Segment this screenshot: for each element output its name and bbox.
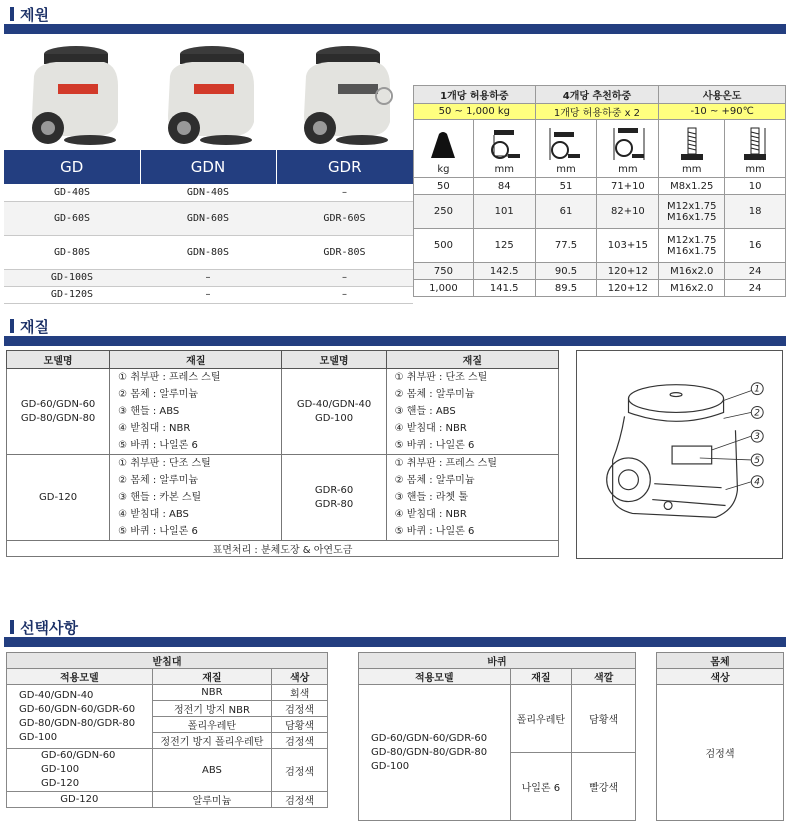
weight-icon [428,130,458,160]
material-item: ④ 받침대 : NBR [394,509,467,520]
model-cell: GD-120S [4,286,140,303]
material-cell: 폴리우레탄 [510,685,572,753]
color-cell: 빨강색 [572,753,636,821]
col-header: 적용모델 [359,669,511,685]
material-item: ① 취부판 : 단조 스틸 [394,372,488,383]
material-item: ① 취부판 : 프레스 스틸 [118,372,221,383]
body-title: 몸체 [657,653,784,669]
model-cell: – [140,286,276,303]
spec-cell: 103+15 [597,229,659,263]
spec-cell: 71+10 [597,178,659,195]
heading-text: 선택사항 [20,618,78,637]
spec-cell: 18 [725,195,786,229]
model-table [4,150,413,304]
col-header: 색깔 [572,669,636,685]
model-cell [7,749,153,792]
material-item: ① 취부판 : 단조 스틸 [118,458,211,469]
unit-label: mm [745,164,765,175]
model-cell: GD-120 [7,792,153,808]
caster-stroke-icon [608,126,648,162]
model-name: GD-100 [371,760,410,772]
width-icon-cell [535,120,597,178]
model-name: GD-60/GDN-60 [41,750,116,761]
color-cell: 담황색 [272,717,328,733]
material-item: ⑤ 바퀴 : 나일론 6 [118,440,198,451]
body-options-table [656,652,784,821]
spec-cell: 24 [725,263,786,280]
color-cell: 회색 [272,685,328,701]
color-cell: 담황색 [572,685,636,753]
product-photo-gd [6,36,138,148]
color-cell: 검정색 [657,685,784,821]
color-cell: 검정색 [272,792,328,808]
heading-marker [10,620,14,634]
section-options-heading [10,617,78,637]
col-material: 재질 [386,351,558,369]
material-item: ③ 핸들 : 라쳇 툴 [394,492,469,503]
section-rule [4,24,786,34]
spec-cell: 10 [725,178,786,195]
col-header: 재질 [152,669,272,685]
heading-marker [10,7,14,21]
spec-cell: 82+10 [597,195,659,229]
wheel-title: 바퀴 [359,653,636,669]
model-cell: GDR-80S [276,235,413,269]
spec-cell: 77.5 [535,229,597,263]
spec-cell: 24 [725,280,786,297]
unit-label: kg [437,164,450,175]
product-photo-gdn [142,36,274,148]
value-temp: -10 ~ +90℃ [659,104,786,120]
wheel-options-table [358,652,636,821]
col-header: 재질 [510,669,572,685]
model-name: GD-40/GDN-40 [19,689,94,701]
model-name: GDR-80 [314,498,354,510]
model-cell: GD-40S [4,184,140,201]
weight-icon-cell [414,120,474,178]
model-name: GD-40/GDN-40 [296,398,372,410]
material-item: ⑤ 바퀴 : 나일론 6 [394,440,475,451]
material-cell: 나일론 6 [510,753,572,821]
model-cell [359,685,511,821]
spec-cell: 89.5 [535,280,597,297]
callout-3: 3 [754,432,760,443]
spec-cell: 141.5 [473,280,535,297]
model-name: GD-60/GDN-60/GDR-60 [371,732,488,744]
header-recommended: 4개당 추천하중 [535,86,659,104]
model-cell: – [276,286,413,303]
spec-cell [659,229,725,263]
section-material-heading [10,316,49,336]
material-cell: 정전기 방지 폴리우레탄 [152,733,272,749]
spec-cell: 250 [414,195,474,229]
thread-length-icon [740,126,770,162]
model-cell: GD-80S [4,235,140,269]
spec-cell: M8x1.25 [659,178,725,195]
spec-cell: 750 [414,263,474,280]
model-name: GD-100 [19,731,58,743]
material-cell: 폴리우레탄 [152,717,272,733]
model-cell: GDN-80S [140,235,276,269]
thread-icon-cell [659,120,725,178]
callout-2: 2 [754,408,760,419]
spec-cell: 120+12 [597,280,659,297]
model-cell [7,369,110,455]
material-item: ③ 핸들 : 카본 스틸 [118,492,202,503]
model-name: GD-80/GDN-80/GDR-80 [19,717,136,729]
col-header: 색상 [272,669,328,685]
col-header: 적용모델 [7,669,153,685]
material-item: ② 몸체 : 알루미늄 [118,389,199,400]
model-cell: GDN-60S [140,201,276,235]
model-cell: GDR-60S [276,201,413,235]
material-list [110,369,282,455]
spec-cell: 142.5 [473,263,535,280]
model-name: GD-100 [314,412,354,424]
spec-cell: M16x2.0 [659,280,725,297]
thread-length-icon-cell [725,120,786,178]
caster-height-icon [484,126,524,162]
thread-line: M16x1.75 [666,245,717,257]
color-cell: 검정색 [272,701,328,717]
model-name: GD-60/GDN-60 [20,398,96,410]
model-cell [7,685,153,749]
callout-4: 4 [754,477,760,488]
unit-label: mm [556,164,576,175]
model-cell: – [276,184,413,201]
height-icon-cell [473,120,535,178]
model-cell [282,369,386,455]
spec-cell [659,195,725,229]
model-name: GD-60/GDN-60/GDR-60 [19,703,136,715]
color-cell: 검정색 [272,749,328,792]
thread-line: M12x1.75 [666,200,717,212]
series-gdr: GDR [327,158,362,176]
spec-cell: 120+12 [597,263,659,280]
col-material: 재질 [110,351,282,369]
spec-cell: 84 [473,178,535,195]
spec-cell: 125 [473,229,535,263]
section-rule [4,336,786,346]
model-cell: GDN-40S [140,184,276,201]
thread-line: M12x1.75 [666,234,717,246]
thread-line: M16x1.75 [666,211,717,223]
material-cell: ABS [152,749,272,792]
spec-cell: 1,000 [414,280,474,297]
spec-cell: 90.5 [535,263,597,280]
material-cell: NBR [152,685,272,701]
callout-1: 1 [754,384,760,395]
spec-cell: 51 [535,178,597,195]
model-cell [7,455,110,541]
material-item: ⑤ 바퀴 : 나일론 6 [118,526,198,537]
material-item: ⑤ 바퀴 : 나일론 6 [394,526,475,537]
material-cell: 알루미늄 [152,792,272,808]
model-name: GD-80/GDN-80/GDR-80 [371,746,488,758]
caster-width-icon [546,126,586,162]
model-cell [282,455,386,541]
col-model: 모델명 [7,351,110,369]
col-model: 모델명 [282,351,386,369]
series-gd: GD [4,150,140,184]
stroke-icon-cell [597,120,659,178]
value-load: 50 ~ 1,000 kg [414,104,536,120]
material-item: ③ 핸들 : ABS [394,406,456,417]
material-item: ④ 받침대 : NBR [394,423,467,434]
model-name: GD-120 [39,492,78,503]
model-name: GD-80/GDN-80 [20,412,96,424]
caster-parts-diagram [576,350,783,559]
heading-text: 재질 [20,317,49,336]
spec-cell: 61 [535,195,597,229]
spec-cell: M16x2.0 [659,263,725,280]
value-recommended: 1개당 허용하중 x 2 [535,104,659,120]
model-cell: GD-60S [4,201,140,235]
col-header: 색상 [657,669,784,685]
material-item: ④ 받침대 : ABS [118,509,189,520]
material-table [6,350,559,557]
heading-text: 제원 [20,5,49,24]
spec-table [413,85,786,297]
unit-label: mm [618,164,638,175]
material-item: ③ 핸들 : ABS [118,406,180,417]
unit-label: mm [682,164,702,175]
header-load: 1개당 허용하중 [414,86,536,104]
pad-title: 받침대 [7,653,328,669]
material-list [386,455,558,541]
header-temp: 사용온도 [659,86,786,104]
pad-options-table [6,652,328,808]
spec-cell: 16 [725,229,786,263]
material-cell: 정전기 방지 NBR [152,701,272,717]
surface-treatment-note: 표면처리 : 분체도장 & 아연도금 [7,541,559,557]
spec-cell: 500 [414,229,474,263]
material-item: ④ 받침대 : NBR [118,423,191,434]
model-cell: – [140,269,276,286]
model-name: GD-120 [41,778,80,789]
color-cell: 검정색 [272,733,328,749]
material-item: ① 취부판 : 프레스 스틸 [394,458,497,469]
section-rule [4,637,786,647]
section-dimensions-heading [10,4,49,24]
spec-cell: 101 [473,195,535,229]
material-list [110,455,282,541]
model-cell: GD-100S [4,269,140,286]
thread-icon [677,126,707,162]
material-item: ② 몸체 : 알루미늄 [394,475,475,486]
series-gdn: GDN [140,150,276,184]
model-name: GDR-60 [314,484,354,496]
material-list [386,369,558,455]
model-name: GD-100 [41,764,80,775]
heading-marker [10,319,14,333]
model-cell: – [276,269,413,286]
product-photo-gdr [278,36,410,148]
unit-label: mm [494,164,514,175]
material-item: ② 몸체 : 알루미늄 [394,389,475,400]
callout-5: 5 [754,455,760,466]
material-item: ② 몸체 : 알루미늄 [118,475,199,486]
spec-cell: 50 [414,178,474,195]
